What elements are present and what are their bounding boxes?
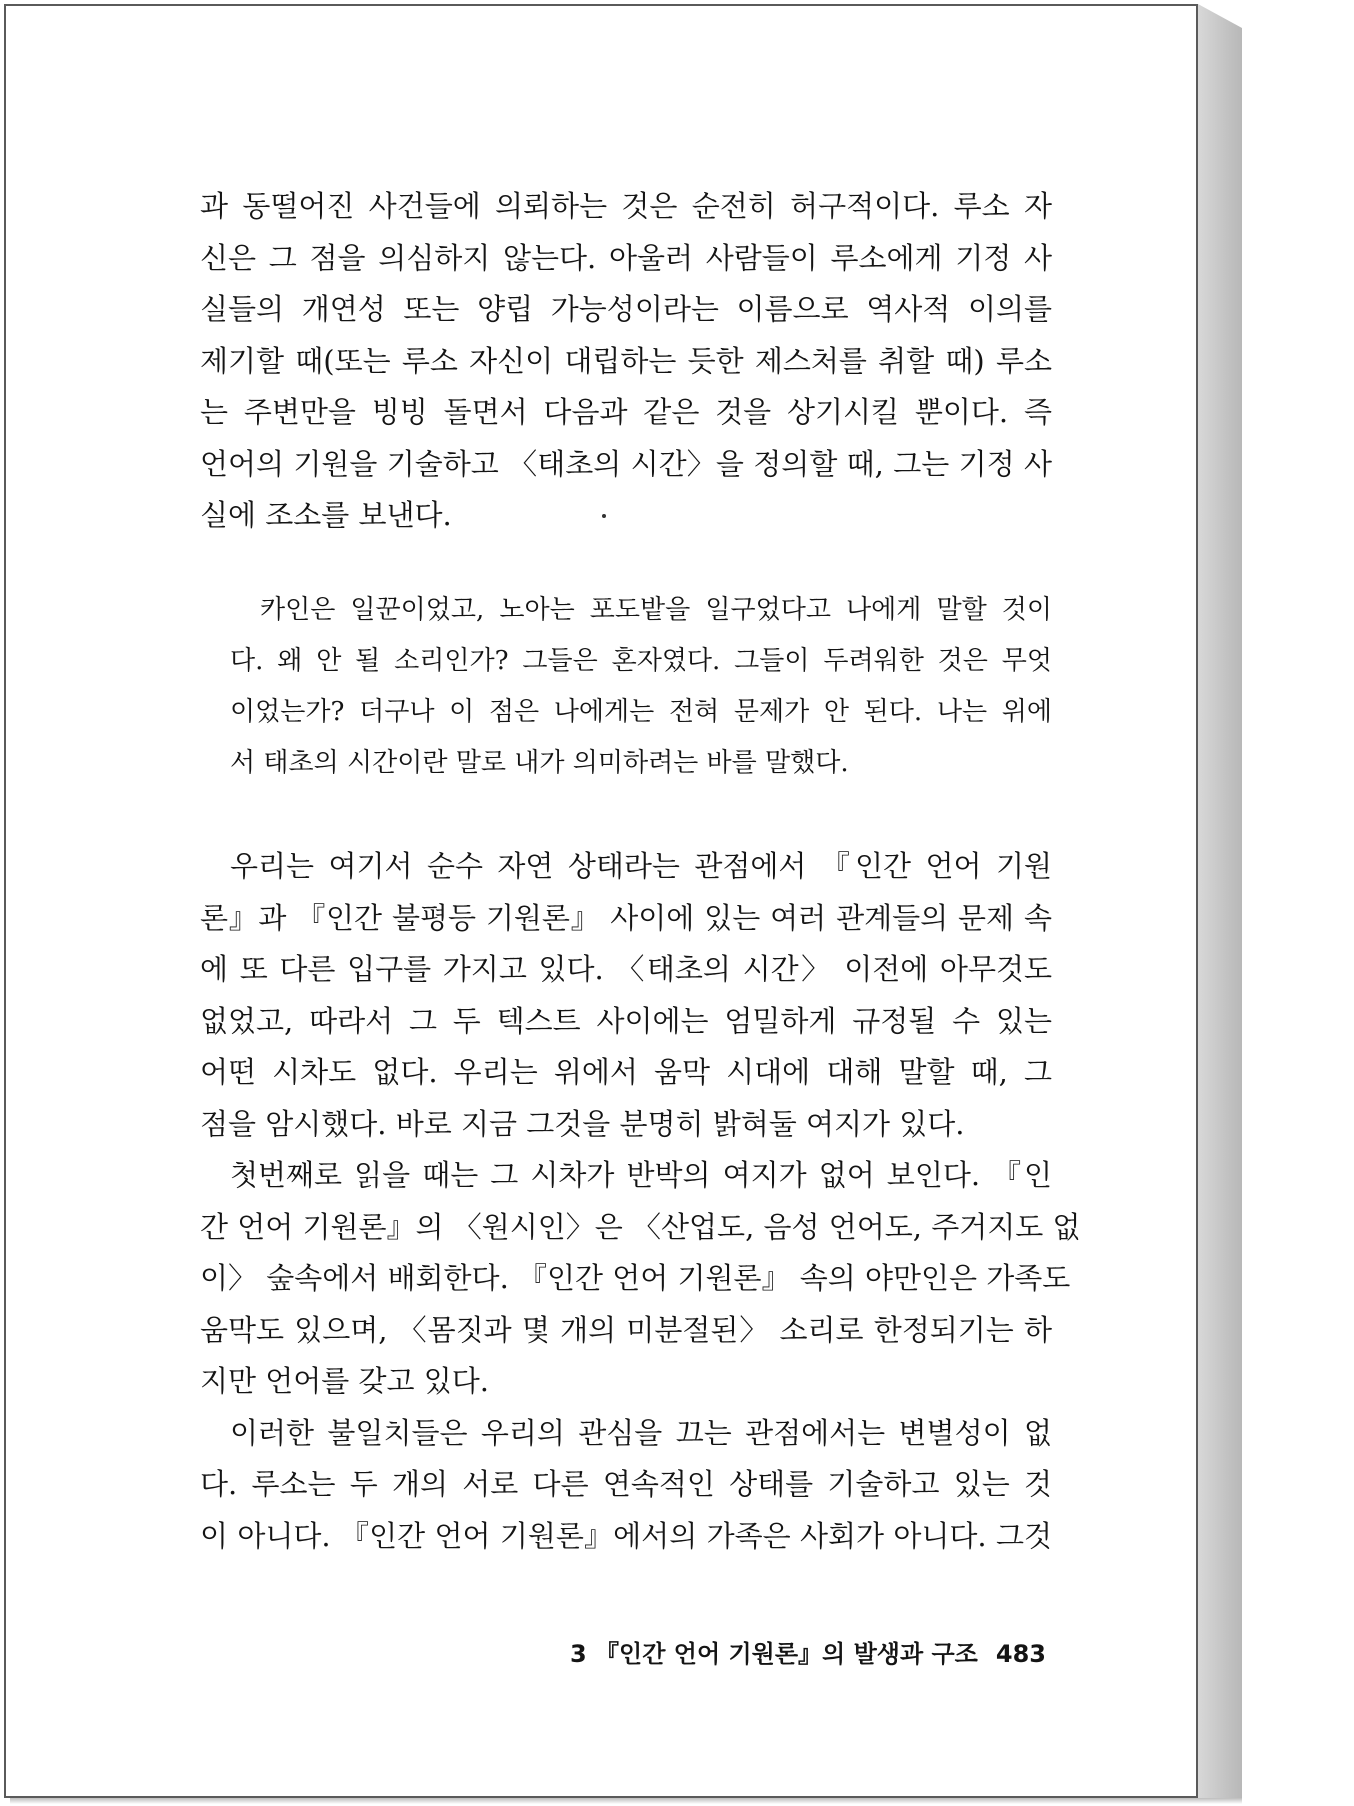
quote-line: 다. 왜 안 될 소리인가? 그들은 혼자였다. 그들이 두려워한 것은 무엇 (230, 646, 1052, 676)
text-line: 언어의 기원을 기술하고 〈태초의 시간〉을 정의할 때, 그는 기정 사 (200, 446, 1052, 481)
text-line: 이〉 숲속에서 배회한다. 『인간 언어 기원론』 속의 야만인은 가족도 (200, 1261, 1071, 1295)
text-line: 실에 조소를 보낸다. (200, 498, 452, 532)
text-line: 이러한 불일치들은 우리의 관심을 끄는 관점에서는 변별성이 없 (230, 1415, 1052, 1450)
block-quote (230, 585, 1052, 789)
scan-speck (602, 514, 606, 518)
text-line: 는 주변만을 빙빙 돌면서 다음과 같은 것을 상기시킬 뿐이다. 즉 (200, 395, 1052, 429)
text-line: 없었고, 따라서 그 두 텍스트 사이에는 엄밀하게 규정될 수 있는 (200, 1003, 1052, 1038)
text-line: 제기할 때(또는 루소 자신이 대립하는 듯한 제스처를 취할 때) 루소 (200, 343, 1052, 378)
text-line: 어떤 시차도 없다. 우리는 위에서 움막 시대에 대해 말할 때, 그 (200, 1055, 1052, 1089)
page-footer (570, 1634, 1046, 1669)
text-line: 에 또 다른 입구를 가지고 있다. 〈태초의 시간〉 이전에 아무것도 (200, 952, 1052, 986)
text-line: 론』과 『인간 불평등 기원론』 사이에 있는 여러 관계들의 문제 속 (200, 900, 1052, 935)
text-line: 움막도 있으며, 〈몸짓과 몇 개의 미분절된〉 소리로 한정되기는 하 (200, 1312, 1052, 1347)
text-line: 신은 그 점을 의심하지 않는다. 아울러 사람들이 루소에게 기정 사 (200, 240, 1052, 275)
text-line: 실들의 개연성 또는 양립 가능성이라는 이름으로 역사적 이의를 (200, 292, 1052, 326)
text-line: 다. 루소는 두 개의 서로 다른 연속적인 상태를 기술하고 있는 것 (200, 1467, 1052, 1501)
text-line: 첫번째로 읽을 때는 그 시차가 반박의 여지가 없어 보인다. 『인 (230, 1158, 1052, 1192)
quote-line: 서 태초의 시간이란 말로 내가 의미하려는 바를 말했다. (230, 748, 849, 778)
text-line: 점을 암시했다. 바로 지금 그것을 분명히 밝혀둘 여지가 있다. (200, 1106, 965, 1141)
text-line: 과 동떨어진 사건들에 의뢰하는 것은 순전히 허구적이다. 루소 자 (200, 189, 1052, 223)
page-shadow (10, 1798, 1242, 1804)
text-line: 지만 언어를 갖고 있다. (200, 1364, 489, 1398)
quote-line: 카인은 일꾼이었고, 노아는 포도밭을 일구었다고 나에게 말할 것이 (260, 595, 1052, 625)
page-edge-stack (1198, 4, 1242, 1798)
page-number: 483 (995, 1640, 1046, 1668)
running-head: 3 『인간 언어 기원론』의 발생과 구조 (570, 1640, 978, 1668)
paragraph-top (200, 181, 1052, 542)
text-line: 간 언어 기원론』의 〈원시인〉은 〈산업도, 음성 언어도, 주거지도 없 (200, 1209, 1081, 1244)
paragraph-bottom (200, 841, 1081, 1562)
text-line: 이 아니다. 『인간 언어 기원론』에서의 가족은 사회가 아니다. 그것 (200, 1518, 1052, 1553)
quote-line: 이었는가? 더구나 이 점은 나에게는 전혀 문제가 안 된다. 나는 위에 (230, 697, 1052, 727)
text-line: 우리는 여기서 순수 자연 상태라는 관점에서 『인간 언어 기원 (230, 849, 1052, 883)
